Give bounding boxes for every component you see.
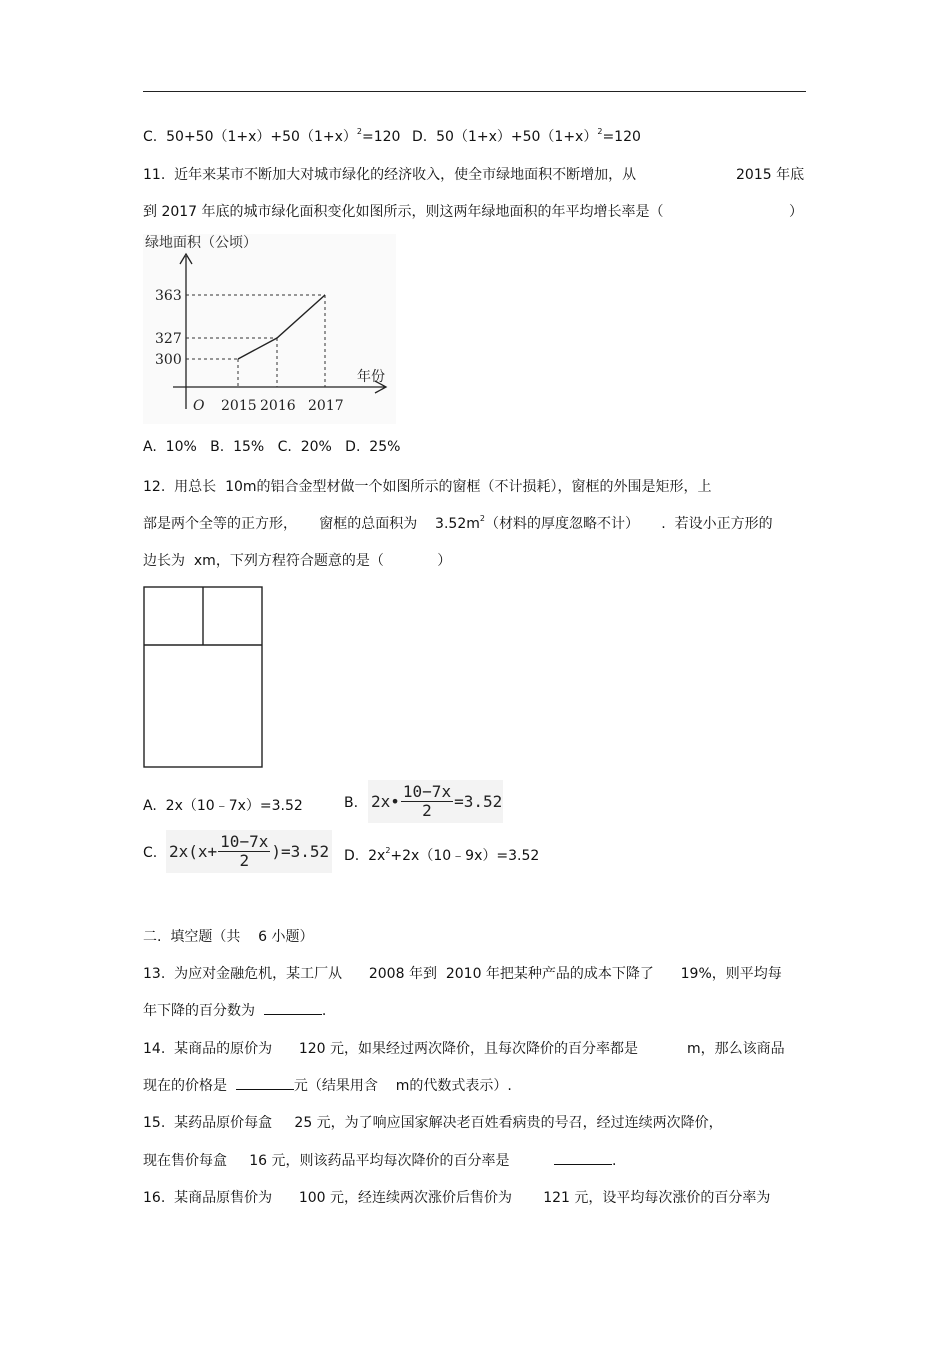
q14-line-1: 14. 某商品的原价为 120 元，如果经过两次降价，且每次降价的百分率都是 m，那么该商品 [143,1041,785,1057]
origin-label: O [193,398,205,414]
window-frame-figure [143,586,268,770]
q11-line-1-end: 2015 年底 [736,167,805,183]
q12-line-2: 部是两个全等的正方形， 窗框的总面积为 $3.52m^2$（材料的厚度忽略不计） . 若设小正方形的 [143,514,773,532]
q16-line-1: 16. 某商品原售价为 100 元，经连续两次涨价后售价为 121 元，设平均每次涨价的百分率为 [143,1190,771,1206]
x-tick-label: 2016 [260,398,296,414]
q13-line-2: 年下降的百分数为 . [143,1000,326,1020]
q14-answer-blank [236,1075,294,1090]
q12-option-c-label: C. [143,845,158,861]
q11-options: A. 10% B. 15% C. 20% D. 25% [143,439,401,455]
q11-paren-close: ） [789,204,803,220]
q12-option-b-formula: 2x• $\frac{10-7x}{2}$ =3.52 [368,780,503,823]
section-2-heading: 二. 填空题（共 6 小题） [143,929,314,945]
q15-answer-blank [554,1150,612,1165]
q15-line-1: 15. 某药品原价每盒 25 元，为了响应国家解决老百姓看病贵的号召，经过连续两次降价， [143,1115,723,1131]
y-tick-label: 363 [155,288,182,304]
header-rule [143,91,806,92]
y-tick-label: 327 [155,331,182,347]
q13-line-1: 13. 为应对金融危机，某工厂从 2008 年到 2010 年把某种产品的成本下降了 19%，则平均每 [143,966,782,982]
q11-line-1: 11. 近年来某市不断加大对城市绿化的经济收入，使全市绿地面积不断增加，从 [143,167,637,183]
q12-line-1: 12. 用总长 10m的铝合金型材做一个如图所示的窗框（不计损耗），窗框的外围是矩形，上 [143,479,712,495]
q12-option-a: A. 2x（10﹣7x）=3.52 [143,798,303,814]
q11-line-2: 到 2017 年底的城市绿化面积变化如图所示，则这两年绿地面积的年平均增长率是（ [143,204,664,220]
q10-option-d: D. $50(1+x)+50(1+x)^2=120$ [412,127,641,145]
green-area-chart [143,234,396,424]
q12-line-3: 边长为 xm，下列方程符合题意的是（ ） [143,553,452,569]
q15-line-2: 现在售价每盒 16 元，则该药品平均每次降价的百分率是 . [143,1150,616,1170]
q12-option-c-formula: 2x(x+ $\frac{10-7x}{2}$ )=3.52 [166,830,332,873]
q12-option-d: D. $2x^2+2x(10﹣9x)=3.52$ [344,846,540,864]
q14-line-2: 现在的价格是 元（结果用含 m的代数式表示）. [143,1075,512,1095]
x-axis-label: 年份 [357,369,385,385]
q13-answer-blank [264,1000,322,1015]
chart-title: 绿地面积（公顷） [145,235,257,251]
x-tick-label: 2017 [308,398,344,414]
q12-option-b-label: B. [344,795,359,811]
q10-option-c: C. $50+50(1+x)+50(1+x)^2=120$ [143,127,401,145]
y-tick-label: 300 [155,352,182,368]
x-tick-label: 2015 [221,398,257,414]
